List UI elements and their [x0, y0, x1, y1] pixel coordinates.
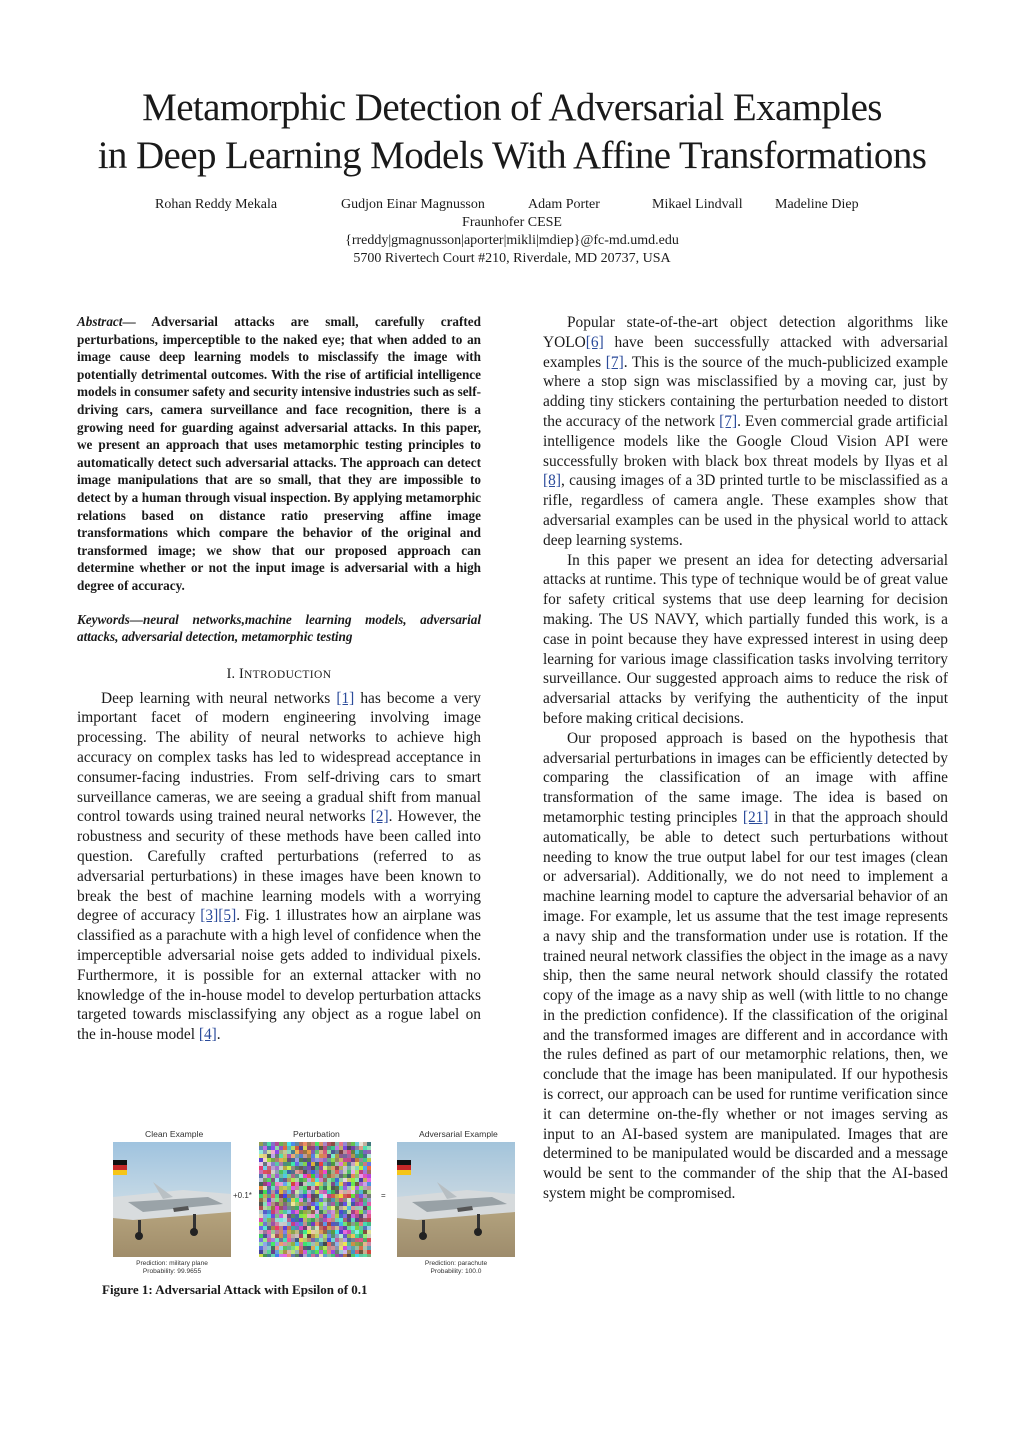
author-5: Madeline Diep: [775, 197, 859, 212]
right-text-b: have been successfully attacked with adversarial examples: [543, 333, 948, 371]
citation-link-5[interactable]: [5]: [218, 907, 237, 925]
section-title-rest: NTRODUCTION: [243, 668, 332, 681]
right-text-a: Popular state-of-the-art object detection algorithms like YOLO: [543, 314, 948, 351]
abstract-text: Adversarial attacks are small, carefully crafted perturbations, imperceptible to the naked eye; that when added to an image cause deep learning models to misclassify the image with potentially detrimental outcomes. With the rise of artificial intelligence models in consumer safety and security intensive industries such as self-driving cars, camera surveillance and face recognition, there is a growing need for guarding against adversarial attacks. In this paper, we present an approach that uses metamorphic testing principles to automatically detect such adversarial attacks. The approach can detect image manipulations that are so small, that they are impossible to detect by a human through visual inspection. By applying metamorphic relations based on distance ratio preserving affine image transformations which compare the behavior of the original and transformed image; we show that our proposed approach can determine whether or not the input image is adversarial with a high degree of accuracy.: [77, 314, 481, 593]
right-text-d: . Even commercial grade artificial intelligence models like the Google Cloud Vision API were successfully broken with black box threat models by Ilyas et al: [543, 412, 948, 470]
intro-text-c: . However, the robustness and security of these methods have been called into question. Carefully crafted perturbations (referred to as adversarial perturbations) in these images have been known to break the best of machine learning models with a worrying degree of accuracy: [77, 808, 481, 925]
title-line-2: in Deep Learning Models With Affine Transformations: [97, 134, 927, 177]
figure-1: [113, 1129, 515, 1283]
keywords: Keywords—neural networks,machine learning models, adversarial attacks, adversarial detection, metamorphic testing: [77, 611, 481, 645]
intro-text-d: . Fig. 1 illustrates how an airplane was classified as a parachute with a high level of confidence when the imperceptible adversarial noise gets added to individual pixels. Furthermore, it is possible for an external attacker with no knowledge of the in-house model to develop perturbation attacks targeted towards misclassifying any object as a rogue label on the in-house model: [77, 907, 481, 1044]
plus-epsilon-label: +0.1*: [233, 1191, 252, 1200]
citation-link-6[interactable]: [6]: [585, 333, 604, 351]
clean-example-image: [113, 1142, 231, 1257]
adversarial-example-image: [397, 1142, 515, 1257]
right-text-e: , causing images of a 3D printed turtle to be misclassified as a rifle, regardless of camera angle. These examples show that adversarial examples can be used in the physical world to attack deep learning systems.: [543, 472, 948, 549]
intro-text-b: has become a very important facet of modern engineering involving image processing. The ability of neural networks to achieve high accuracy on complex tasks has led to widespread acceptance in consumer-facing industries. From self-driving cars to smart surveillance cameras, we are seeing a gradual shift from manual control towards using trained neural networks: [77, 689, 482, 826]
citation-link-3[interactable]: [3]: [200, 907, 219, 925]
right-column: [543, 313, 948, 1204]
airplane-image-clean: [113, 1142, 231, 1257]
citation-link-1[interactable]: [1]: [336, 689, 355, 707]
right-text-c: . This is the source of the much-publicized example where a stop sign was misclassified by a moving car, just by adding tiny stickers containing the perturbation needed to distort the accuracy of the network: [543, 353, 949, 430]
affiliation-org: Fraunhofer CESE: [462, 215, 562, 230]
abstract-dash: —: [122, 314, 136, 329]
author-list: [150, 197, 874, 215]
section-number: I.: [226, 665, 236, 682]
citation-link-2[interactable]: [2]: [370, 808, 389, 826]
author-4: Mikael Lindvall: [652, 197, 743, 212]
perturbation-title: Perturbation: [293, 1129, 340, 1139]
section-title-initial: I: [239, 665, 244, 682]
right-paragraph-3: [543, 729, 948, 1204]
adversarial-example-title: Adversarial Example: [419, 1129, 498, 1139]
citation-link-21[interactable]: [21]: [742, 808, 769, 826]
section-heading-introduction: [77, 666, 481, 683]
author-3: Adam Porter: [528, 197, 600, 212]
paper-title: [40, 84, 984, 180]
left-column: [77, 313, 481, 1045]
abstract-label: Abstract: [77, 314, 123, 329]
perturbation-noise-image: [259, 1142, 371, 1257]
adversarial-probability: Probability: 100.0: [430, 1268, 482, 1275]
citation-link-7b[interactable]: [7]: [719, 412, 738, 430]
affiliation-email: {rreddy|gmagnusson|aporter|mikli|mdiep}@fc-md.umd.edu: [345, 233, 679, 248]
intro-text-e: .: [216, 1026, 221, 1044]
figure-1-caption: Figure 1: Adversarial Attack with Epsilon of 0.1: [102, 1282, 368, 1297]
citation-link-4[interactable]: [4]: [198, 1026, 217, 1044]
adversarial-prediction-caption: [397, 1260, 515, 1276]
right-text-p3a: Our proposed approach is based on the hypothesis that adversarial perturbations in images can be efficiently detected by comparing the classification of an image with affine transformation of the same image. The idea is based on metamorphic testing principles: [543, 729, 948, 826]
perturbation-image: [259, 1142, 371, 1257]
clean-prediction: Prediction: military plane: [136, 1260, 208, 1267]
title-line-1: Metamorphic Detection of Adversarial Examples: [142, 86, 882, 129]
clean-probability: Probability: 99.9655: [142, 1268, 202, 1275]
citation-link-7a[interactable]: [7]: [605, 353, 624, 371]
clean-example-title: Clean Example: [145, 1129, 204, 1139]
intro-text-a: Deep learning with neural networks: [101, 689, 337, 707]
adversarial-prediction: Prediction: parachute: [424, 1260, 488, 1267]
intro-paragraph-1: [77, 689, 481, 1045]
citation-link-8[interactable]: [8]: [543, 472, 561, 490]
right-paragraph-1: [543, 313, 948, 551]
right-text-p3b: in that the approach should automatically, be able to detect such perturbations without needing to know the true output label for our test images (clean or adversarial). Additionally, we do not need to implement a machine learning model to capture the adversarial behavior of an image. For example, let us assume that the test image represents a navy ship and the transformation under use is rotation. If the trained neural network classifies the object in the image as a navy ship, then the same neural network should classify the rotated copy of the image as a navy ship as well (with little to no change in the prediction confidence). If the classification of the original and the transformed images are different and in accordance with the rules defined as part of our metamorphic relations, then, we conclude that the image has been manipulated. If our hypothesis is correct, our approach can be used for runtime verification since it can determine on-the-fly whether or not images serving as input to an AI-based system are manipulated. Images that are determined to be manipulated would be discarded and a message would be sent to the commander of the ship that the AI-based system might be compromised.: [543, 808, 948, 1203]
author-2: Gudjon Einar Magnusson: [341, 197, 485, 212]
airplane-image-adversarial: [397, 1142, 515, 1257]
author-1: Rohan Reddy Mekala: [155, 197, 278, 212]
clean-prediction-caption: [113, 1260, 231, 1276]
abstract: [77, 313, 481, 595]
right-paragraph-2: In this paper we present an idea for detecting adversarial attacks at runtime. This type of technique would be of great value for safety critical systems that use deep learning for decision making. The US NAVY, which partially funded this work, is a case in point because they have expressed interest in using deep learning for various image classification tasks involving territory surveillance. Our suggested approach aims to reduce the risk of adversarial attacks by verifying the authenticity of the input before making critical decisions.: [543, 551, 948, 727]
equals-label: =: [381, 1191, 386, 1200]
affiliation-address: 5700 Rivertech Court #210, Riverdale, MD 20737, USA: [353, 251, 671, 266]
